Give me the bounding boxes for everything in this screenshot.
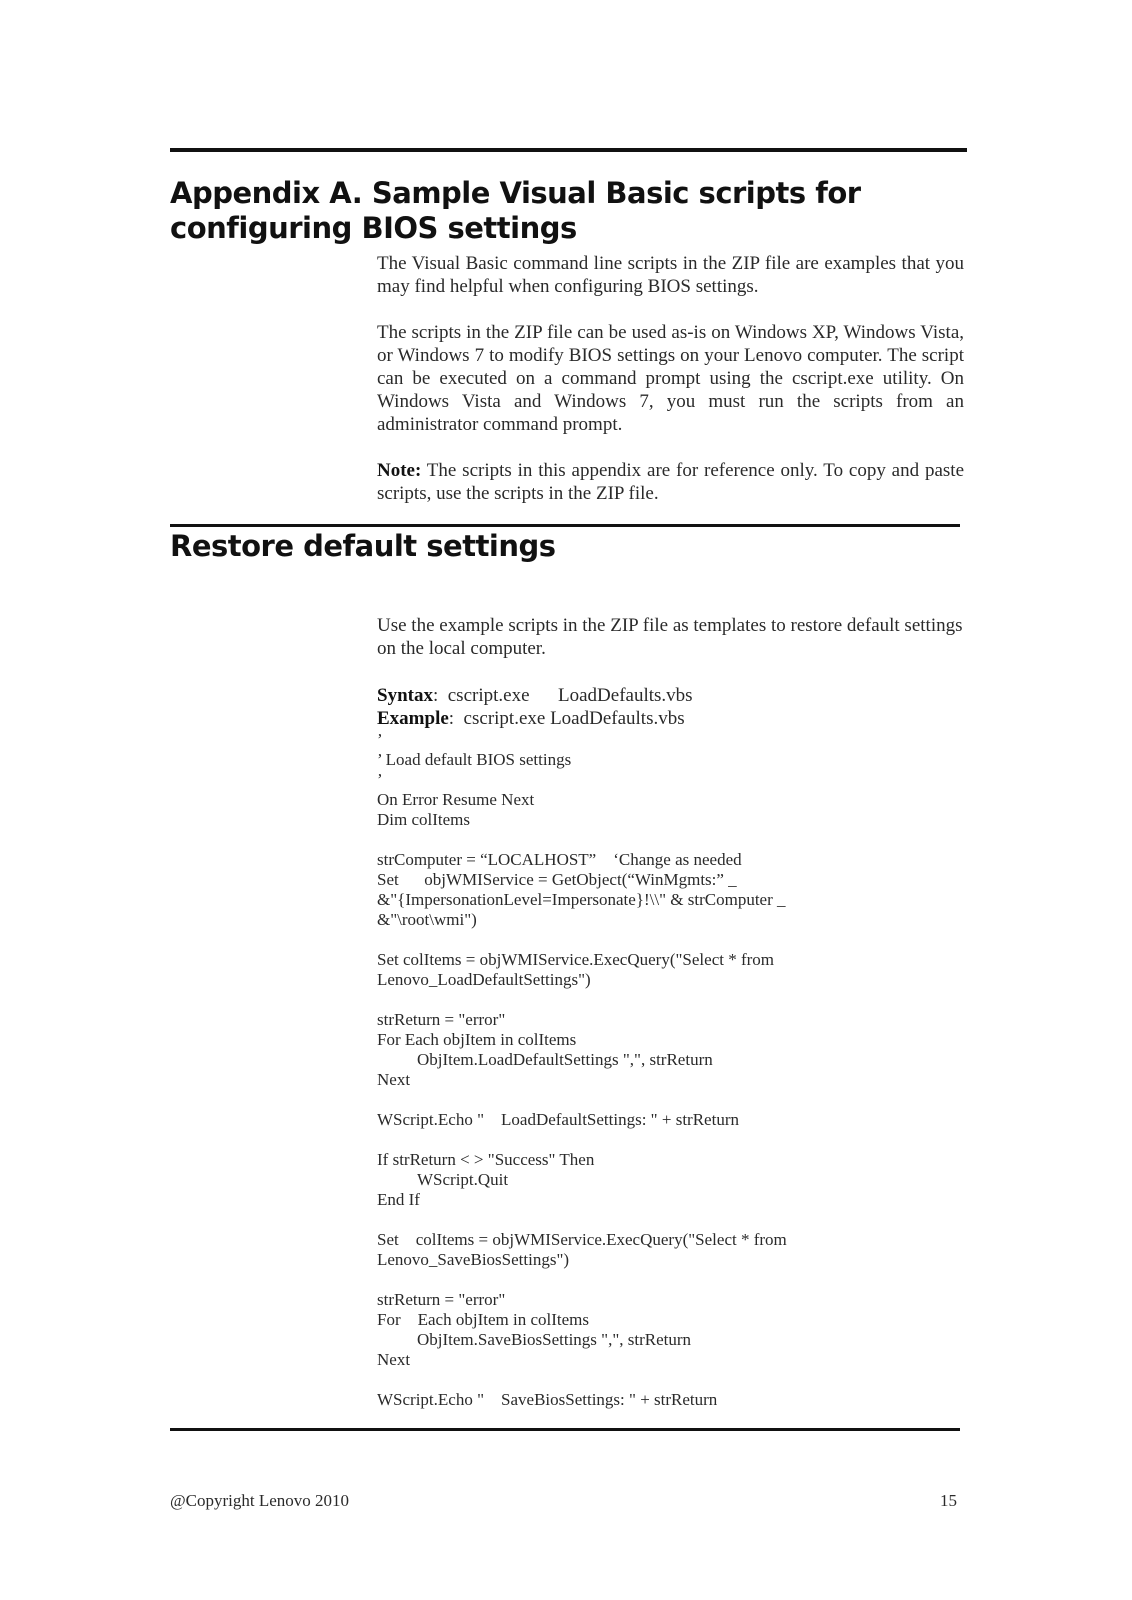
syntax-text: : cscript.exe LoadDefaults.vbs — [432, 685, 693, 706]
code-listing — [377, 730, 787, 1410]
code-line: Lenovo_LoadDefaultSettings") — [377, 970, 591, 989]
usage-paragraph: Use the example scripts in the ZIP file as templates to restore default settings on the local computer. — [377, 615, 963, 659]
code-line — [377, 830, 787, 850]
code-line: For Each objItem in colItems — [377, 1030, 577, 1049]
code-line: &"{ImpersonationLevel=Impersonate}!\\" & strComputer _ — [377, 890, 786, 909]
code-line — [377, 1370, 787, 1390]
code-line: On Error Resume Next — [377, 790, 535, 809]
code-line: Lenovo_SaveBiosSettings") — [377, 1250, 570, 1269]
syntax-block — [377, 684, 693, 730]
code-line — [377, 1210, 787, 1230]
code-line: ’ — [377, 770, 383, 789]
code-line: Next — [377, 1350, 411, 1369]
section-title: Restore default settings — [170, 529, 556, 563]
code-line: &"\root\wmi") — [377, 910, 477, 929]
example-line — [377, 707, 693, 730]
code-line: strComputer = “LOCALHOST” ‘Change as needed — [377, 850, 742, 869]
code-line: If strReturn < > "Success" Then — [377, 1150, 595, 1169]
note-text: The scripts in this appendix are for reference only. To copy and paste scripts, use the scripts in the ZIP file. — [377, 460, 964, 504]
note-label: Note: — [377, 460, 422, 481]
code-line: For Each objItem in colItems — [377, 1310, 589, 1329]
code-line: End If — [377, 1190, 420, 1209]
code-line: strReturn = "error" — [377, 1010, 506, 1029]
page-title: Appendix A. Sample Visual Basic scripts for configuring BIOS settings — [170, 176, 861, 245]
section-rule — [170, 524, 960, 527]
code-line: WScript.Echo " SaveBiosSettings: " + strReturn — [377, 1390, 718, 1409]
code-line: WScript.Echo " LoadDefaultSettings: " + strReturn — [377, 1110, 739, 1129]
footer-page-number: 15 — [940, 1491, 957, 1510]
intro-paragraph-2: The scripts in the ZIP file can be used as-is on Windows XP, Windows Vista, or Windows 7 to modify BIOS settings on your Lenovo computer. The script can be executed on a command prompt using the cscript.exe utility. On Windows Vista and Windows 7, you must run the scripts from an administrator command prompt. — [377, 322, 964, 435]
code-line: WScript.Quit — [417, 1170, 509, 1189]
bottom-rule — [170, 1428, 960, 1431]
syntax-label: Syntax — [377, 685, 433, 706]
code-line: Set objWMIService = GetObject(“WinMgmts:” _ — [377, 870, 737, 889]
code-line — [377, 930, 787, 950]
code-line — [377, 1130, 787, 1150]
top-rule — [170, 148, 967, 152]
code-line — [377, 1270, 787, 1290]
usage-block — [377, 614, 964, 660]
note-paragraph — [377, 459, 964, 505]
example-label: Example — [377, 708, 449, 729]
syntax-line — [377, 684, 693, 707]
code-line: Set colItems = objWMIService.ExecQuery("Select * from — [377, 950, 775, 969]
code-line: ObjItem.LoadDefaultSettings ",", strReturn — [417, 1050, 713, 1069]
code-line: Set colItems = objWMIService.ExecQuery("Select * from — [377, 1230, 787, 1249]
code-line: strReturn = "error" — [377, 1290, 506, 1309]
code-line: ObjItem.SaveBiosSettings ",", strReturn — [417, 1330, 692, 1349]
footer-copyright: @Copyright Lenovo 2010 — [170, 1491, 350, 1510]
example-text: : cscript.exe LoadDefaults.vbs — [448, 708, 685, 729]
intro-paragraph-1: The Visual Basic command line scripts in the ZIP file are examples that you may find helpful when configuring BIOS settings. — [377, 253, 964, 297]
code-line: ’ Load default BIOS settings — [377, 750, 572, 769]
code-line — [377, 990, 787, 1010]
code-line: ’ — [377, 730, 383, 749]
intro-block — [377, 252, 964, 505]
code-line — [377, 1090, 787, 1110]
code-line: Dim colItems — [377, 810, 471, 829]
code-line: Next — [377, 1070, 411, 1089]
